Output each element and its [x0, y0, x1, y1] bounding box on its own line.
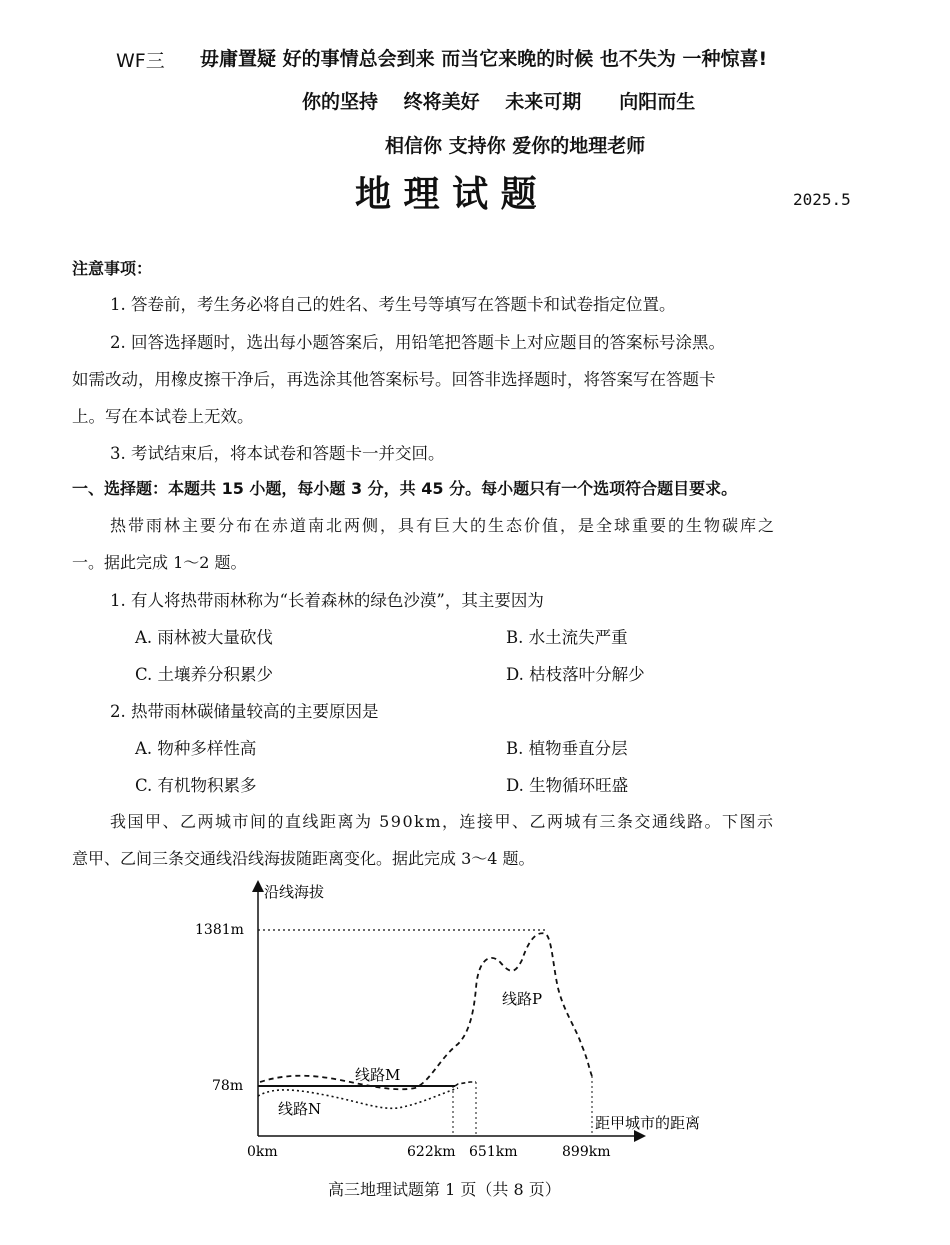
y-tick-78m: 78m [212, 1078, 244, 1094]
notice-heading: 注意事项： [72, 259, 153, 278]
exam-code: WF三 [116, 50, 165, 72]
question-2-option-b: B. 植物垂直分层 [506, 739, 628, 758]
passage-2-line-1: 我国甲、乙两城市间的直线距离为 590km，连接甲、乙两城有三条交通线路。下图示 [110, 812, 775, 831]
line-m-end [455, 1082, 476, 1086]
notice-item-2-line-1: 2. 回答选择题时，选出每小题答案后，用铅笔把答题卡上对应题目的答案标号涂黑。 [110, 333, 725, 352]
passage-1-line-1: 热带雨林主要分布在赤道南北两侧，具有巨大的生态价值，是全球重要的生物碳库之 [110, 516, 777, 535]
notice-item-2-line-2: 如需改动，用橡皮擦干净后，再选涂其他答案标号。回答非选择题时，将答案写在答题卡 [72, 370, 716, 389]
y-tick-1381m: 1381m [195, 922, 244, 938]
question-1-option-d: D. 枯枝落叶分解少 [506, 665, 645, 684]
motto-line-3: 相信你 支持你 爱你的地理老师 [385, 135, 646, 157]
page-footer: 高三地理试题第 1 页（共 8 页） [328, 1180, 561, 1199]
line-p [260, 933, 592, 1089]
question-2-option-a: A. 物种多样性高 [135, 739, 257, 758]
question-1-option-a: A. 雨林被大量砍伐 [135, 628, 273, 647]
x-tick-651km: 651km [469, 1144, 518, 1160]
label-line-n: 线路N [278, 1100, 322, 1118]
question-2-option-d: D. 生物循环旺盛 [506, 776, 629, 795]
passage-2-line-2: 意甲、乙间三条交通线沿线海拔随距离变化。据此完成 3～4 题。 [72, 849, 535, 868]
exam-date: 2025.5 [793, 190, 851, 209]
motto-line-2: 你的坚持 终将美好 未来可期 向阳而生 [302, 91, 696, 113]
label-line-p: 线路P [502, 990, 543, 1008]
notice-item-1: 1. 答卷前，考生务必将自己的姓名、考生号等填写在答题卡和试卷指定位置。 [110, 295, 676, 314]
x-axis-label: 距甲城市的距离 [595, 1114, 701, 1132]
notice-item-3: 3. 考试结束后，将本试卷和答题卡一并交回。 [110, 444, 445, 463]
section-heading: 一、选择题：本题共 15 小题，每小题 3 分，共 45 分。每小题只有一个选项符合题目要求。 [72, 479, 738, 498]
x-tick-622km: 622km [407, 1144, 456, 1160]
page-title: 地 理 试 题 [355, 173, 537, 215]
x-tick-899km: 899km [562, 1144, 611, 1160]
label-line-m: 线路M [355, 1066, 401, 1084]
x-tick-0km: 0km [247, 1144, 278, 1160]
motto-line-1: 毋庸置疑 好的事情总会到来 而当它来晚的时候 也不失为 一种惊喜! [200, 48, 768, 70]
question-1-option-c: C. 土壤养分积累少 [135, 665, 274, 684]
question-2-option-c: C. 有机物积累多 [135, 776, 257, 795]
notice-item-2-line-3: 上。写在本试卷上无效。 [72, 407, 254, 426]
question-1-option-b: B. 水土流失严重 [506, 628, 628, 647]
question-2-stem: 2. 热带雨林碳储量较高的主要原因是 [110, 702, 379, 721]
y-axis-label: 沿线海拔 [264, 883, 325, 901]
passage-1-line-2: 一。据此完成 1～2 题。 [72, 553, 247, 572]
question-1-stem: 1. 有人将热带雨林称为“长着森林的绿色沙漠”，其主要因为 [110, 591, 544, 610]
